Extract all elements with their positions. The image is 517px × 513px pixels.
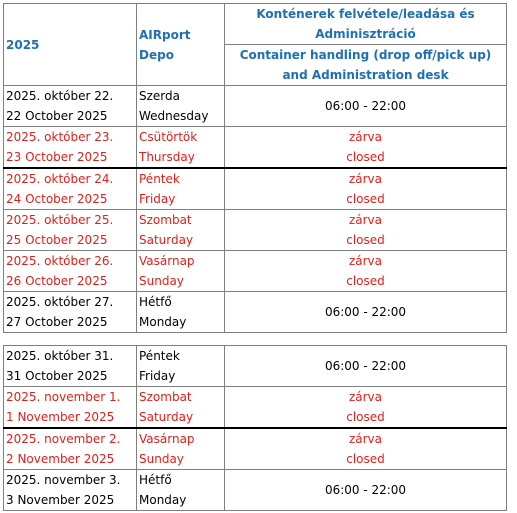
hours-cell: [225, 210, 507, 251]
date-hu: 2025. november 3.: [6, 473, 121, 487]
hours-cell: [225, 470, 507, 511]
date-hu: 2025. október 26.: [6, 254, 114, 268]
date-cell: [4, 210, 137, 251]
date-hu: 2025. november 1.: [6, 390, 121, 404]
hours-cell: [225, 86, 507, 127]
date-cell: [4, 168, 137, 210]
date-hu: 2025. október 25.: [6, 213, 114, 227]
depo-name-line1: AIRport: [139, 27, 191, 42]
date-en: 24 October 2025: [6, 192, 108, 206]
day-hu: Szombat: [139, 390, 192, 404]
depo-name-line2: Depo: [139, 47, 174, 62]
hours-cell: [225, 168, 507, 210]
day-hu: Péntek: [139, 172, 180, 186]
service-en-line1: Container handling (drop off/pick up): [239, 48, 492, 62]
header-row: [4, 4, 507, 86]
date-en: 3 November 2025: [6, 493, 115, 507]
hours-hu: 06:00 - 22:00: [324, 99, 407, 113]
date-en: 22 October 2025: [6, 109, 108, 123]
hours-hu: zárva: [348, 213, 383, 227]
schedule-table-october: [3, 3, 507, 333]
schedule-row: [4, 127, 507, 169]
hours-hu: zárva: [348, 130, 383, 144]
day-hu: Szombat: [139, 213, 192, 227]
date-en: 25 October 2025: [6, 233, 108, 247]
hours-cell: [225, 428, 507, 470]
day-en: Monday: [139, 315, 187, 329]
date-hu: 2025. november 2.: [6, 432, 121, 446]
day-hu: Szerda: [139, 89, 180, 103]
date-hu: 2025. október 24.: [6, 172, 114, 186]
hours-en: closed: [346, 150, 385, 164]
hours-hu: zárva: [348, 390, 383, 404]
schedule-row: [4, 168, 507, 210]
date-cell: [4, 387, 137, 429]
year-header: 2025: [4, 4, 137, 86]
schedule-table-november: [3, 345, 507, 511]
schedule-row: [4, 346, 507, 387]
day-cell: [137, 470, 225, 511]
day-cell: [137, 428, 225, 470]
date-hu: 2025. október 22.: [6, 89, 114, 103]
date-hu: 2025. október 31.: [6, 349, 114, 363]
day-hu: Vasárnap: [139, 432, 195, 446]
schedule-row: [4, 86, 507, 127]
date-cell: [4, 86, 137, 127]
date-hu: 2025. október 27.: [6, 295, 114, 309]
date-en: 26 October 2025: [6, 274, 108, 288]
date-cell: [4, 346, 137, 387]
day-en: Friday: [139, 192, 176, 206]
day-cell: [137, 168, 225, 210]
day-cell: [137, 292, 225, 333]
hours-hu: zárva: [348, 172, 383, 186]
hours-hu: zárva: [348, 254, 383, 268]
day-en: Sunday: [139, 452, 184, 466]
day-cell: [137, 251, 225, 292]
day-cell: [137, 86, 225, 127]
date-cell: [4, 127, 137, 169]
schedule-row: [4, 387, 507, 429]
hours-en: closed: [346, 410, 385, 424]
day-hu: Péntek: [139, 349, 180, 363]
day-en: Friday: [139, 369, 176, 383]
date-en: 27 October 2025: [6, 315, 108, 329]
date-en: 2 November 2025: [6, 452, 115, 466]
day-hu: Hétfő: [139, 473, 172, 487]
day-cell: [137, 346, 225, 387]
hours-hu: 06:00 - 22:00: [324, 305, 407, 319]
date-cell: [4, 428, 137, 470]
date-en: 23 October 2025: [6, 150, 108, 164]
hours-hu: zárva: [348, 432, 383, 446]
hours-en: closed: [346, 274, 385, 288]
date-en: 31 October 2025: [6, 369, 108, 383]
date-cell: [4, 251, 137, 292]
service-hu-line2: Adminisztráció: [315, 27, 416, 41]
day-en: Sunday: [139, 274, 184, 288]
day-hu: Hétfő: [139, 295, 172, 309]
schedule-row: [4, 210, 507, 251]
hours-cell: [225, 127, 507, 169]
day-hu: Csütörtök: [139, 130, 198, 144]
day-en: Monday: [139, 493, 187, 507]
hours-cell: [225, 292, 507, 333]
day-cell: [137, 387, 225, 429]
service-header-hu: [225, 4, 506, 45]
day-hu: Vasárnap: [139, 254, 195, 268]
day-en: Saturday: [139, 233, 194, 247]
schedule-row: [4, 251, 507, 292]
schedule-row: [4, 470, 507, 511]
hours-en: closed: [346, 452, 385, 466]
hours-en: closed: [346, 233, 385, 247]
service-header-en: [225, 45, 506, 85]
date-cell: [4, 292, 137, 333]
date-hu: 2025. október 23.: [6, 130, 114, 144]
service-header: [225, 4, 507, 86]
service-hu-line1: Konténerek felvétele/leadása és: [256, 7, 475, 21]
day-en: Wednesday: [139, 109, 209, 123]
day-cell: [137, 210, 225, 251]
hours-hu: 06:00 - 22:00: [324, 359, 407, 373]
service-en-line2: and Administration desk: [282, 68, 449, 82]
hours-cell: [225, 251, 507, 292]
hours-cell: [225, 346, 507, 387]
day-en: Saturday: [139, 410, 194, 424]
schedule-row: [4, 428, 507, 470]
hours-hu: 06:00 - 22:00: [324, 483, 407, 497]
date-cell: [4, 470, 137, 511]
hours-en: closed: [346, 192, 385, 206]
depo-header: [137, 4, 225, 86]
date-en: 1 November 2025: [6, 410, 115, 424]
hours-cell: [225, 387, 507, 429]
schedule-row: [4, 292, 507, 333]
day-en: Thursday: [139, 150, 195, 164]
day-cell: [137, 127, 225, 169]
